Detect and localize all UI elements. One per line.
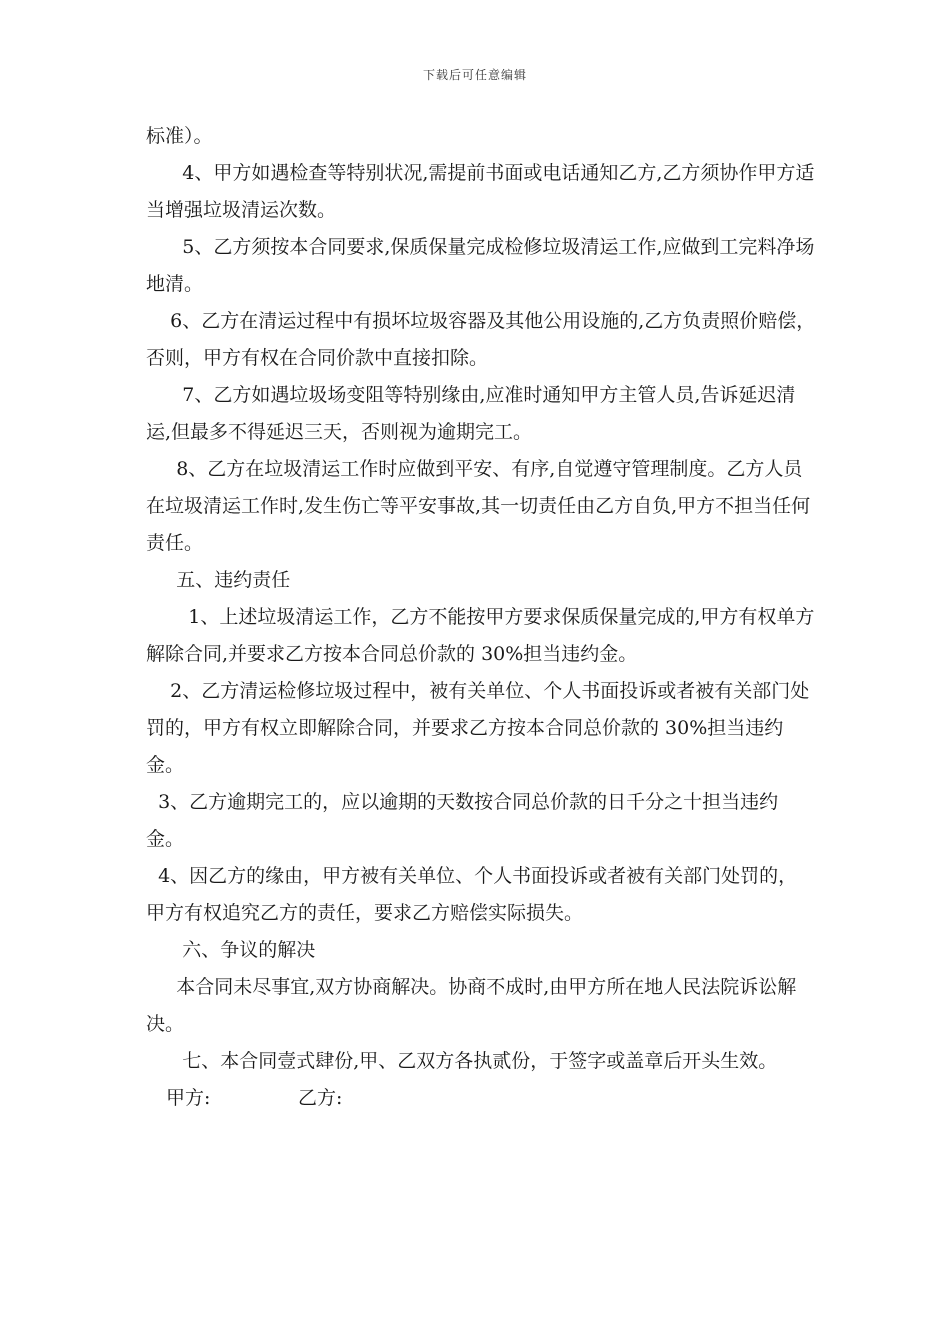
paragraph-standard-end: 标准）。 (146, 125, 213, 147)
clause-6-damage: 6、乙方在清运过程中有损坏垃圾容器及其他公用设施的,乙方负责照价赔偿，否则，甲方有权在合同价款中直接扣除。 (146, 310, 816, 369)
breach-clause-2: 2、乙方清运检修垃圾过程中，被有关单位、个人书面投诉或者被有关部门处罚的，甲方有权立即解除合同，并要求乙方按本合同总价款的 30%担当违约金。 (146, 680, 810, 776)
signature-line (146, 1080, 816, 1117)
section-5-heading: 五、违约责任 (146, 569, 291, 591)
section-6-heading: 六、争议的解决 (146, 939, 316, 961)
party-b-label: 乙方: (298, 1087, 343, 1109)
breach-clause-3: 3、乙方逾期完工的，应以逾期的天数按合同总价款的日千分之十担当违约金。 (146, 791, 779, 850)
clause-7-delay: 7、乙方如遇垃圾场变阻等特别缘由,应准时通知甲方主管人员,告诉延迟清运,但最多不得延迟三天，否则视为逾期完工。 (146, 384, 796, 443)
breach-clause-4: 4、因乙方的缘由，甲方被有关单位、个人书面投诉或者被有关部门处罚的，甲方有权追究乙方的责任，要求乙方赔偿实际损失。 (146, 865, 798, 924)
breach-clause-1: 1、上述垃圾清运工作，乙方不能按甲方要求保质保量完成的,甲方有权单方解除合同,并要求乙方按本合同总价款的 30%担当违约金。 (146, 606, 815, 665)
dispute-clause: 本合同未尽事宜,双方协商解决。协商不成时,由甲方所在地人民法院诉讼解决。 (146, 976, 797, 1035)
contract-body (146, 118, 816, 1117)
clause-8-safety: 8、乙方在垃圾清运工作时应做到平安、有序,自觉遵守管理制度。乙方人员在垃圾清运工作时,发生伤亡等平安事故,其一切责任由乙方自负,甲方不担当任何责任。 (146, 458, 811, 554)
page-header-note: 下载后可任意编辑 (422, 68, 527, 82)
party-a-label: 甲方: (166, 1087, 211, 1109)
clause-5-quality: 5、乙方须按本合同要求,保质保量完成检修垃圾清运工作,应做到工完料净场地清。 (146, 236, 815, 295)
section-7-copies: 七、本合同壹式肆份,甲、乙双方各执贰份，于签字或盖章后开头生效。 (146, 1050, 778, 1072)
clause-4-inspection: 4、甲方如遇检查等特别状况,需提前书面或电话通知乙方,乙方须协作甲方适当增强垃圾清运次数。 (146, 162, 815, 221)
